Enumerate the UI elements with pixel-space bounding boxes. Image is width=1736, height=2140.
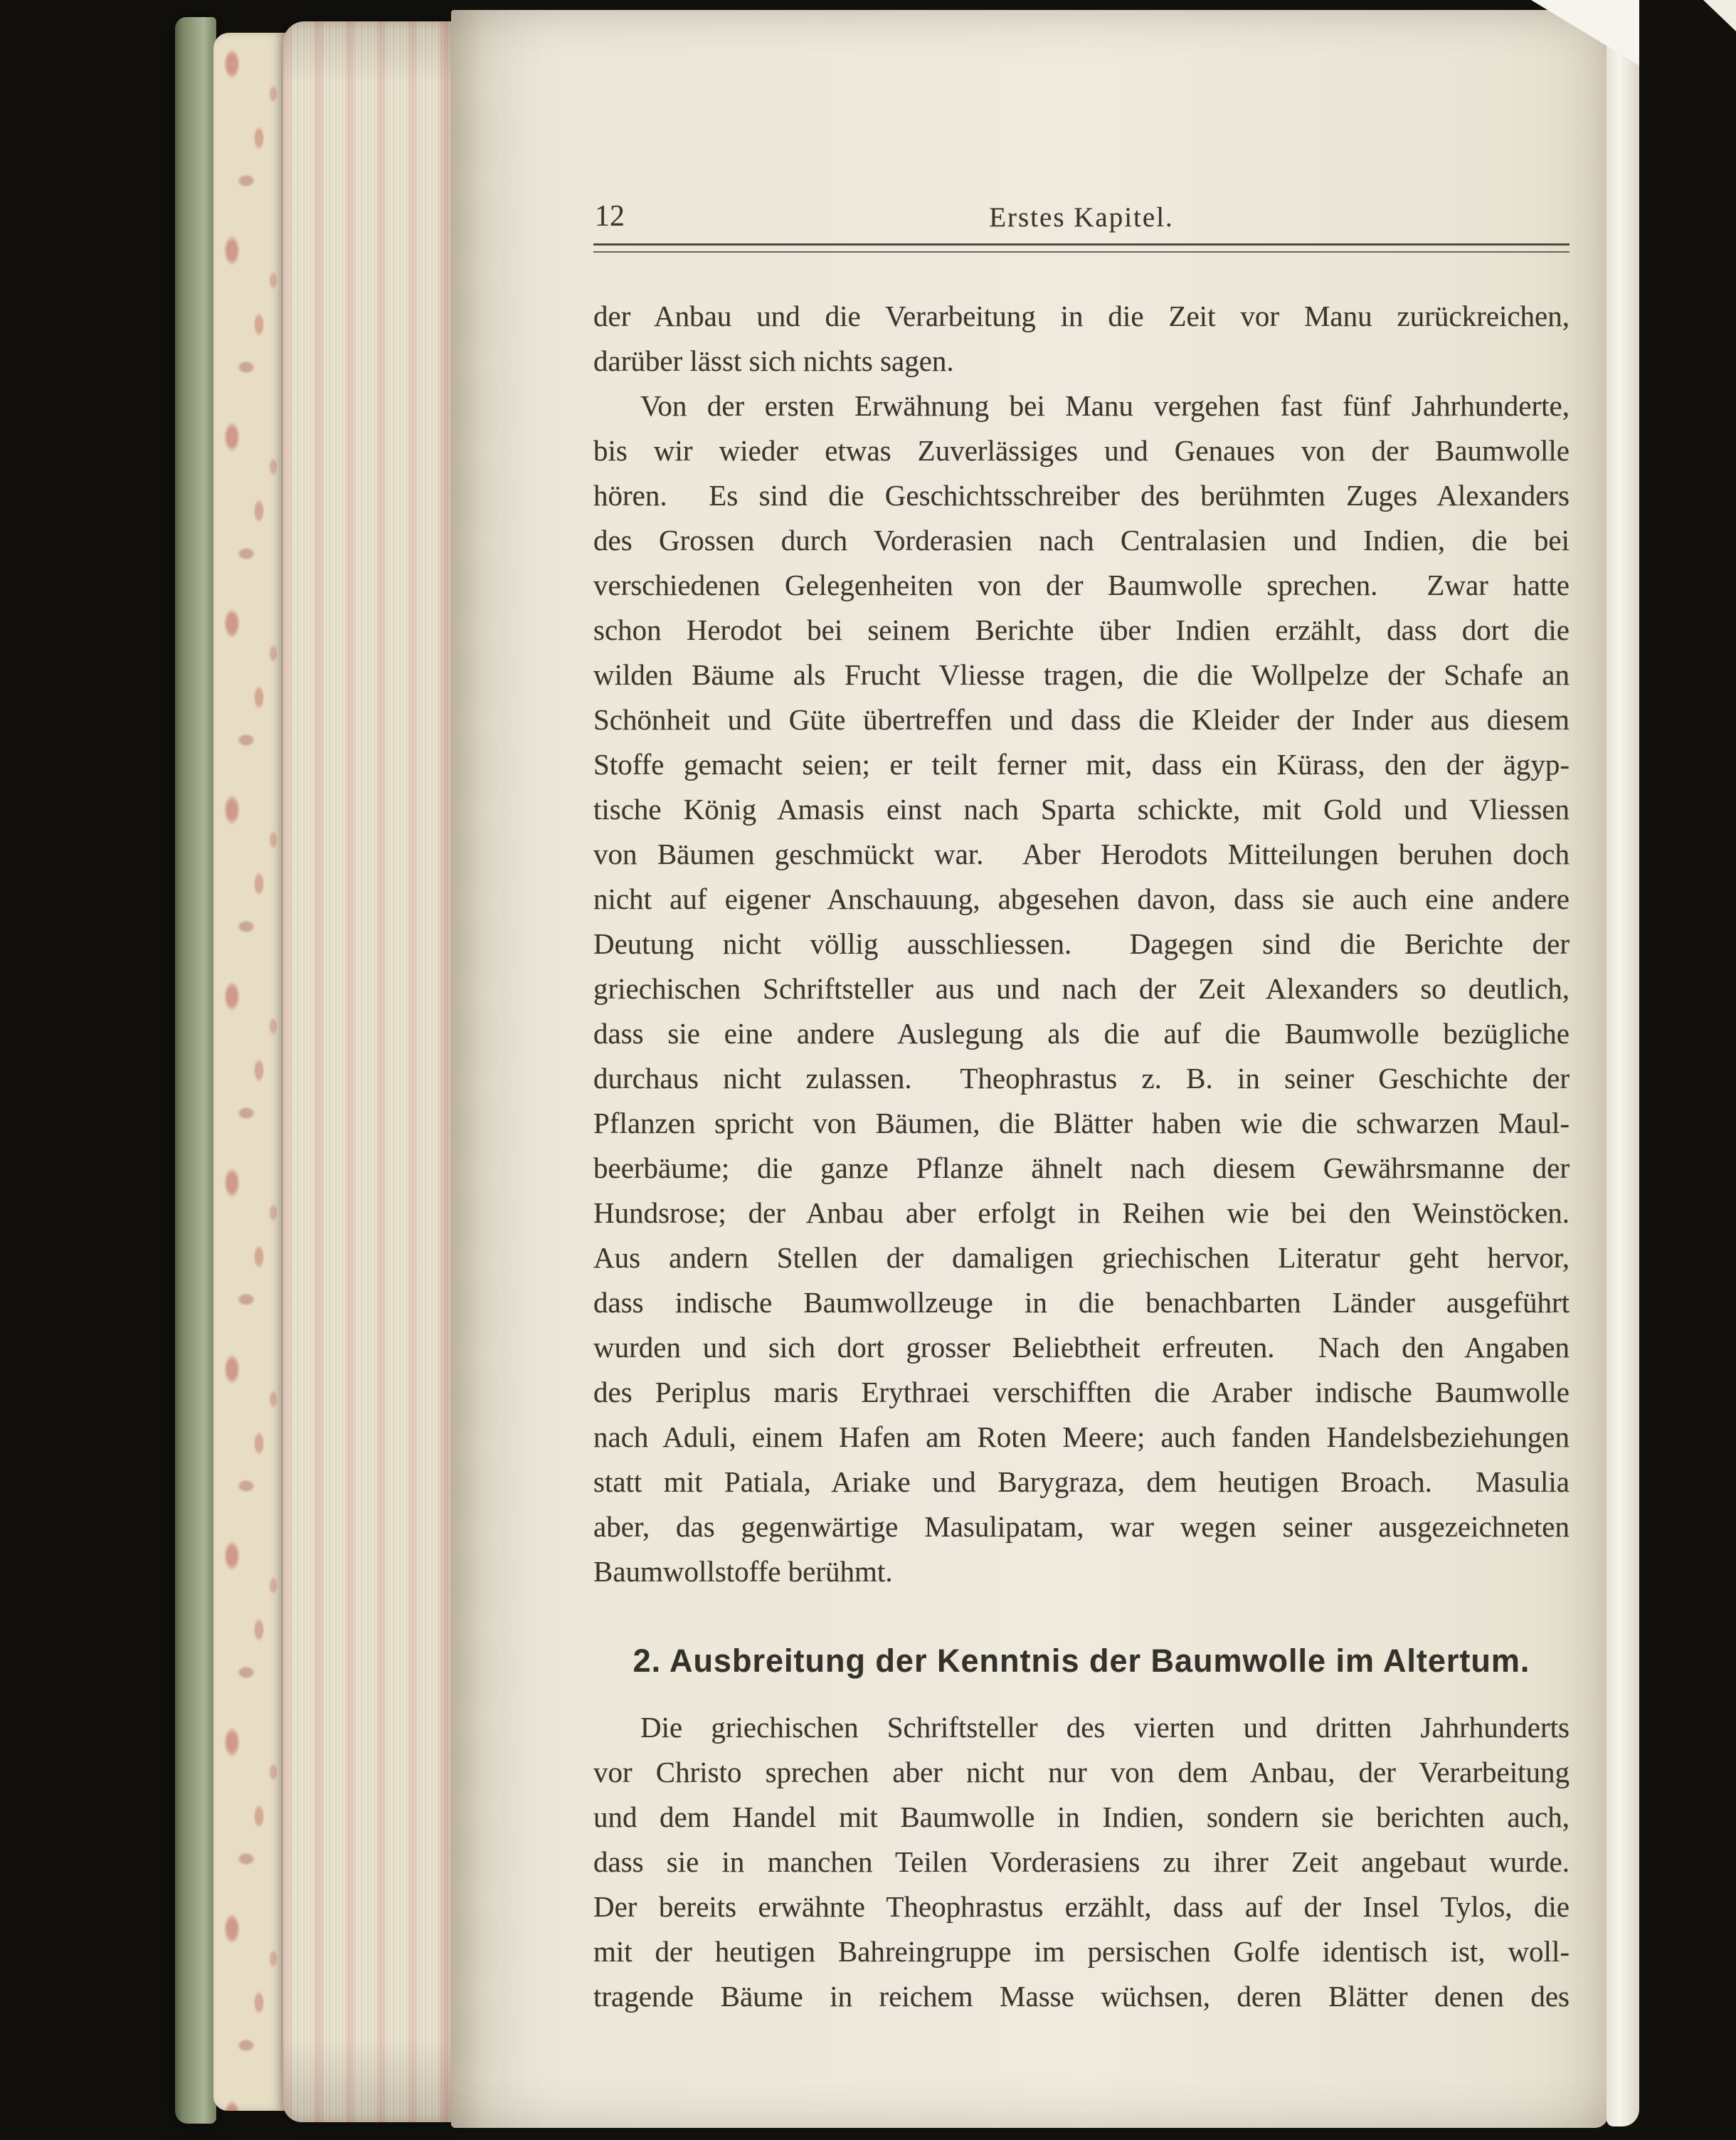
- text-line: Deutung nicht völlig ausschliessen. Dagegen sind die Berichte der: [593, 927, 1570, 960]
- text-line: Der bereits erwähnte Theophrastus erzählt, dass auf der Insel Tylos, die: [593, 1890, 1570, 1923]
- body-text-block-2: [593, 1705, 1570, 2019]
- section-heading: 2. Ausbreitung der Kenntnis der Baumwolle im Altertum.: [633, 1643, 1530, 1679]
- text-line: schon Herodot bei seinem Berichte über Indien erzählt, dass dort die: [593, 613, 1570, 646]
- text-line: des Grossen durch Vorderasien nach Centralasien und Indien, die bei: [593, 524, 1570, 557]
- book-page: [451, 10, 1608, 2128]
- text-line: Hundsrose; der Anbau aber erfolgt in Reihen wie bei den Weinstöcken.: [593, 1196, 1570, 1229]
- text-line: nicht auf eigener Anschauung, abgesehen davon, dass sie auch eine andere: [593, 882, 1570, 915]
- text-line: Pflanzen spricht von Bäumen, die Blätter haben wie die schwarzen Maul-: [593, 1107, 1570, 1139]
- text-line: bis wir wieder etwas Zuverlässiges und Genaues von der Baumwolle: [593, 434, 1570, 467]
- text-line: des Periplus maris Erythraei verschifften die Araber indische Baumwolle: [593, 1376, 1570, 1408]
- text-line: griechischen Schriftsteller aus und nach der Zeit Alexanders so deutlich,: [593, 972, 1570, 1005]
- page-header: [593, 196, 1570, 232]
- text-line: darüber lässt sich nichts sagen.: [593, 344, 954, 377]
- text-line: der Anbau und die Verarbeitung in die Zeit vor Manu zurückreichen,: [593, 300, 1570, 332]
- book-cover-edge: [175, 17, 216, 2124]
- page-number: 12: [595, 200, 625, 233]
- text-line: wilden Bäume als Frucht Vliesse tragen, die die Wollpelze der Schafe an: [593, 658, 1570, 691]
- text-line: und dem Handel mit Baumwolle in Indien, sondern sie berichten auch,: [593, 1801, 1570, 1833]
- text-line: Von der ersten Erwähnung bei Manu vergehen fast fünf Jahrhunderte,: [640, 389, 1570, 422]
- text-line: tische König Amasis einst nach Sparta schickte, mit Gold und Vliessen: [593, 793, 1570, 826]
- text-line: Baumwollstoffe berühmt.: [593, 1555, 893, 1588]
- printed-text-area: [593, 196, 1570, 2019]
- marbled-endpaper-edge: [213, 33, 286, 2111]
- text-line: hören. Es sind die Geschichtsschreiber des berühmten Zuges Alexanders: [593, 479, 1570, 512]
- text-line: nach Aduli, einem Hafen am Roten Meere; auch fanden Handelsbeziehungen: [593, 1420, 1570, 1453]
- text-line: Schönheit und Güte übertreffen und dass die Kleider der Inder aus diesem: [593, 703, 1570, 736]
- text-line: dass indische Baumwollzeuge in die benachbarten Länder ausgeführt: [593, 1286, 1570, 1319]
- text-line: vor Christo sprechen aber nicht nur von dem Anbau, der Verarbeitung: [593, 1756, 1570, 1788]
- body-text-block-1: [593, 294, 1570, 1594]
- header-rule: [593, 243, 1570, 253]
- text-line: von Bäumen geschmückt war. Aber Herodots Mitteilungen beruhen doch: [593, 838, 1570, 870]
- text-line: Aus andern Stellen der damaligen griechischen Literatur geht hervor,: [593, 1241, 1570, 1274]
- text-line: verschiedenen Gelegenheiten von der Baumwolle sprechen. Zwar hatte: [593, 569, 1570, 601]
- corner-tip-top-right: [1703, 0, 1736, 31]
- text-line: beerbäume; die ganze Pflanze ähnelt nach diesem Gewährsmanne der: [593, 1151, 1570, 1184]
- text-line: dass sie in manchen Teilen Vorderasiens zu ihrer Zeit angebaut wurde.: [593, 1845, 1570, 1878]
- text-line: Die griechischen Schriftsteller des vierten und dritten Jahrhunderts: [640, 1711, 1570, 1744]
- text-line: dass sie eine andere Auslegung als die auf die Baumwolle bezügliche: [593, 1017, 1570, 1050]
- text-line: mit der heutigen Bahreingruppe im persischen Golfe identisch ist, woll-: [593, 1935, 1570, 1968]
- text-line: statt mit Patiala, Ariake und Barygraza, dem heutigen Broach. Masulia: [593, 1465, 1570, 1498]
- text-line: aber, das gegenwärtige Masulipatam, war wegen seiner ausgezeichneten: [593, 1510, 1570, 1543]
- text-line: Stoffe gemacht seien; er teilt ferner mit, dass ein Kürass, den der ägyp-: [593, 748, 1570, 781]
- page-edge-stack: [283, 21, 454, 2122]
- running-header: Erstes Kapitel.: [989, 202, 1174, 233]
- text-line: durchaus nicht zulassen. Theophrastus z. B. in seiner Geschichte der: [593, 1062, 1570, 1095]
- right-page-edge: [1607, 0, 1639, 2126]
- text-line: wurden und sich dort grosser Beliebtheit erfreuten. Nach den Angaben: [593, 1331, 1570, 1364]
- text-line: tragende Bäume in reichem Masse wüchsen, deren Blätter denen des: [593, 1980, 1570, 2013]
